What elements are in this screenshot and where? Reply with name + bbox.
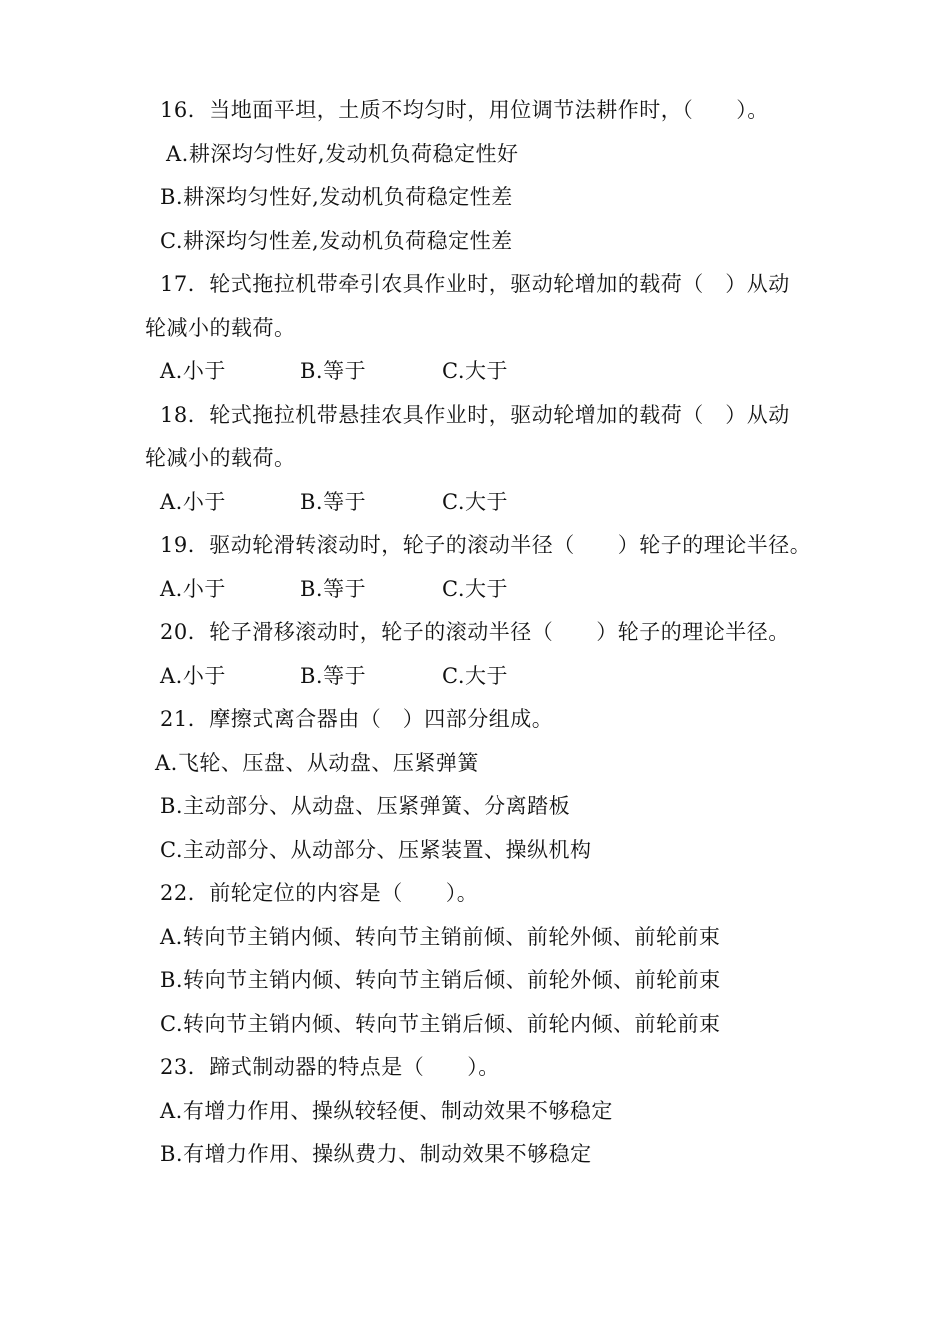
question-20-options [160,662,660,690]
question-19-option-c: C.大于 [442,577,508,601]
question-18-stem-line1: 18．轮式拖拉机带悬挂农具作业时，驱动轮增加的载荷（ ）从动 [160,403,790,427]
question-20-stem: 20．轮子滑移滚动时，轮子的滚动半径（ ）轮子的理论半径。 [160,620,790,644]
question-16-option-a: A.耕深均匀性好,发动机负荷稳定性好 [166,142,519,166]
question-18-option-c: C.大于 [442,490,508,514]
question-21-stem: 21．摩擦式离合器由（ ）四部分组成。 [160,707,554,731]
question-23-option-a: A.有增力作用、操纵较轻便、制动效果不够稳定 [160,1099,613,1123]
question-20-option-b: B.等于 [300,664,367,688]
question-18-options [160,488,660,516]
question-23-option-b: B.有增力作用、操纵费力、制动效果不够稳定 [160,1142,592,1166]
question-19-option-b: B.等于 [300,577,367,601]
question-16-option-b: B.耕深均匀性好,发动机负荷稳定性差 [160,185,513,209]
question-17-options [160,357,660,385]
question-16-stem: 16．当地面平坦，土质不均匀时，用位调节法耕作时，（ ）。 [160,98,769,122]
question-21-option-c: C.主动部分、从动部分、压紧装置、操纵机构 [160,838,592,862]
question-22-option-c: C.转向节主销内倾、转向节主销后倾、前轮内倾、前轮前束 [160,1012,721,1036]
question-21-option-b: B.主动部分、从动盘、压紧弹簧、分离踏板 [160,794,571,818]
question-20-option-c: C.大于 [442,664,508,688]
question-19-options [160,575,660,603]
question-19-stem: 19．驱动轮滑转滚动时，轮子的滚动半径（ ）轮子的理论半径。 [160,533,812,557]
question-21-option-a: A.飞轮、压盘、从动盘、压紧弹簧 [155,751,479,775]
question-19-option-a: A.小于 [160,577,226,601]
question-18-option-b: B.等于 [300,490,367,514]
question-16-option-c: C.耕深均匀性差,发动机负荷稳定性差 [160,229,513,253]
question-23-stem: 23．蹄式制动器的特点是（ ）。 [160,1055,500,1079]
question-18-stem-line2: 轮减小的载荷。 [145,446,296,470]
question-22-option-a: A.转向节主销内倾、转向节主销前倾、前轮外倾、前轮前束 [160,925,721,949]
question-17-stem-line1: 17．轮式拖拉机带牵引农具作业时，驱动轮增加的载荷（ ）从动 [160,272,790,296]
question-20-option-a: A.小于 [160,664,226,688]
question-17-option-b: B.等于 [300,359,367,383]
question-17-option-c: C.大于 [442,359,508,383]
question-22-option-b: B.转向节主销内倾、转向节主销后倾、前轮外倾、前轮前束 [160,968,721,992]
question-18-option-a: A.小于 [160,490,226,514]
question-17-stem-line2: 轮减小的载荷。 [145,316,296,340]
question-22-stem: 22．前轮定位的内容是（ ）。 [160,881,479,905]
question-17-option-a: A.小于 [160,359,226,383]
